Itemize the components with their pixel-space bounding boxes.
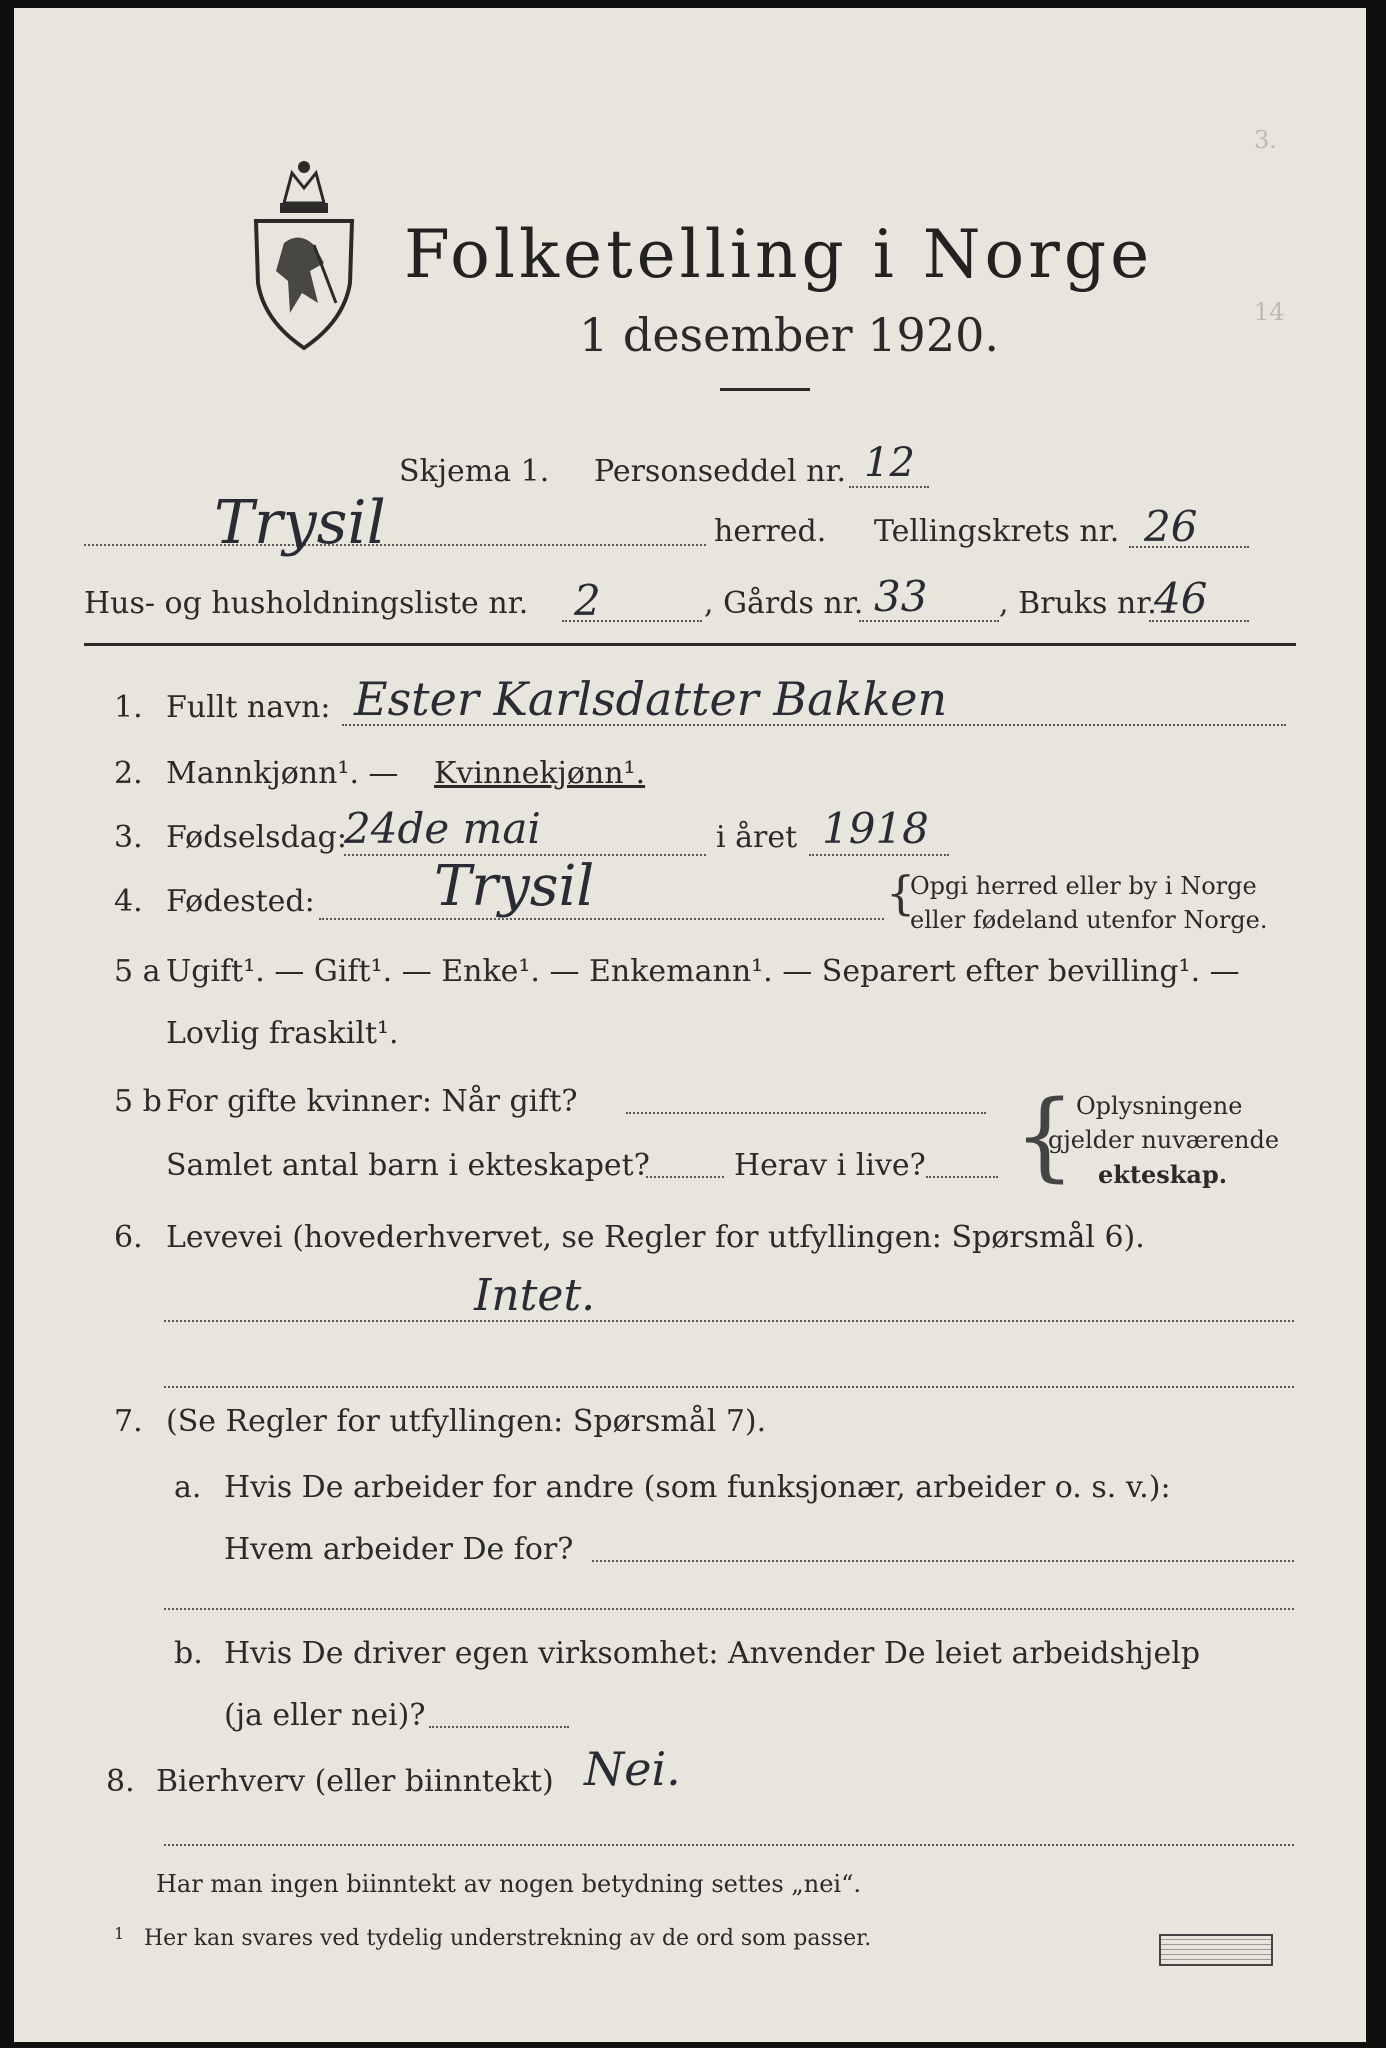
q4-label: Fødested: bbox=[166, 884, 315, 919]
q1-value: Ester Karlsdatter Bakken bbox=[354, 672, 948, 726]
tellingskrets-value: 26 bbox=[1144, 502, 1198, 551]
husliste-label: Hus- og husholdningsliste nr. bbox=[84, 586, 529, 621]
q1-number: 1. bbox=[114, 690, 143, 725]
husliste-value: 2 bbox=[574, 576, 601, 625]
q7a-extra-line bbox=[164, 1608, 1294, 1610]
q7a-line bbox=[592, 1560, 1294, 1562]
q2-male: Mannkjønn¹. — bbox=[166, 756, 399, 791]
herred-line bbox=[84, 544, 706, 546]
q5b-married-line bbox=[626, 1112, 986, 1114]
q5b-alive-line bbox=[926, 1176, 998, 1178]
q3-year-label: i året bbox=[716, 820, 798, 855]
herred-value: Trysil bbox=[214, 488, 386, 558]
q4-note-line2: eller fødeland utenfor Norge. bbox=[910, 906, 1268, 934]
q7a-line1: Hvis De arbeider for andre (som funksjonær, arbeider o. s. v.): bbox=[224, 1470, 1171, 1505]
footnote-mark: 1 bbox=[114, 1924, 125, 1943]
q5b-note-brace: { bbox=[1014, 1080, 1076, 1192]
q5b-number: 5 b bbox=[114, 1084, 162, 1119]
gards-value: 33 bbox=[874, 572, 928, 621]
q7a-number: a. bbox=[174, 1470, 202, 1505]
tellingskrets-label: Tellingskrets nr. bbox=[874, 514, 1120, 549]
form-title: Folketelling i Norge bbox=[404, 216, 1154, 293]
census-form-page: 3. 14 Folketelling i Norge 1 desember 1920. Skjema 1. Personseddel nr. 12 Trysil herred. Tellingskrets nr. 26 Hus- og husholdningsliste nr. 2 , Gårds nr. 33 , Bruks nr. 46 1. Fullt navn: Ester Karlsdatter Bakken 2. Mannkjønn¹. — Kvinnekjønn¹. 3. Fødselsdag: 24de mai i året 1918 4. Fødested: Trysil { Opgi herred eller by i Norge eller fødeland utenfor Norge. 5 a Ugift¹. — Gift¹. — Enke¹. — Enkemann¹. — Separert efter bevilling¹. — Lovlig fraskilt¹. 5 b For gifte kvinner: Når gift? Samlet antal barn i ekteskapet? Herav i live? { Oplysningene gjelder nuværende ekteskap. 6. Levevei (hovederhvervet, se Regler for utfyllingen: Spørsmål 6). Intet. 7. (Se Regler for utfyllingen: Spørsmål 7). a. Hvis De arbeider for andre (som funksjonær, arbeider o. s. v.): Hvem arbeider De for? b. Hvis De driver egen virksomhet: Anvender De leiet arbeidshjelp (ja eller nei)? 8. Bierhverv (eller biinntekt) Nei. Har man ingen biinntekt av nogen betydning settes „nei“. 1 Her kan svares ved tydelig understrekning av de ord som passer. bbox=[14, 8, 1366, 2042]
q7b-line bbox=[429, 1726, 569, 1728]
q6-number: 6. bbox=[114, 1220, 143, 1255]
q7b-line1: Hvis De driver egen virksomhet: Anvender De leiet arbeidshjelp bbox=[224, 1636, 1201, 1671]
q4-line bbox=[319, 918, 884, 920]
q2-number: 2. bbox=[114, 756, 143, 791]
gards-label: , Gårds nr. bbox=[704, 586, 864, 621]
q5b-note-line2: gjelder nuværende bbox=[1048, 1126, 1280, 1154]
q5a-line1: Ugift¹. — Gift¹. — Enke¹. — Enkemann¹. — Separert efter bevilling¹. — bbox=[166, 954, 1240, 989]
q6-line2 bbox=[164, 1386, 1294, 1388]
footnote: Her kan svares ved tydelig understrekning av de ord som passer. bbox=[144, 1926, 872, 1951]
section-divider bbox=[84, 643, 1296, 646]
q6-label: Levevei (hovederhvervet, se Regler for utfyllingen: Spørsmål 6). bbox=[166, 1220, 1145, 1255]
q8-line bbox=[164, 1844, 1294, 1846]
q5a-line2: Lovlig fraskilt¹. bbox=[166, 1016, 399, 1051]
bruks-value: 46 bbox=[1154, 574, 1208, 623]
q5b-line1: For gifte kvinner: Når gift? bbox=[166, 1084, 578, 1119]
q1-label: Fullt navn: bbox=[166, 690, 331, 725]
q5b-note-line3: ekteskap. bbox=[1098, 1160, 1228, 1189]
person-nr-value: 12 bbox=[864, 440, 915, 486]
q5b-alive-label: Herav i live? bbox=[734, 1148, 926, 1183]
schema-label: Skjema 1. bbox=[399, 454, 550, 489]
q3-value: 24de mai bbox=[344, 804, 541, 853]
bruks-label: , Bruks nr. bbox=[999, 586, 1157, 621]
q5b-note-line1: Oplysningene bbox=[1076, 1092, 1243, 1120]
census-date: 1 desember 1920. bbox=[579, 308, 999, 362]
q4-note-line1: Opgi herred eller by i Norge bbox=[910, 872, 1257, 900]
q7-label: (Se Regler for utfyllingen: Spørsmål 7). bbox=[166, 1404, 767, 1439]
q3-year-line bbox=[809, 854, 949, 856]
q7a-line2: Hvem arbeider De for? bbox=[224, 1532, 574, 1567]
q2-female: Kvinnekjønn¹. bbox=[434, 756, 646, 791]
herred-label: herred. bbox=[714, 514, 827, 549]
q4-note-brace: { bbox=[886, 866, 916, 920]
q8-label: Bierhverv (eller biinntekt) bbox=[156, 1764, 554, 1799]
norwegian-coat-of-arms-icon bbox=[244, 153, 364, 353]
q3-number: 3. bbox=[114, 820, 143, 855]
person-nr-line bbox=[849, 486, 929, 488]
q3-year-value: 1918 bbox=[822, 804, 929, 853]
q6-value: Intet. bbox=[474, 1270, 596, 1321]
q7b-line2: (ja eller nei)? bbox=[224, 1698, 426, 1733]
printer-stamp bbox=[1159, 1934, 1273, 1966]
q8-number: 8. bbox=[106, 1764, 135, 1799]
q3-label: Fødselsdag: bbox=[166, 820, 347, 855]
q8-value: Nei. bbox=[584, 1742, 681, 1796]
title-divider bbox=[720, 388, 810, 391]
q5a-number: 5 a bbox=[114, 954, 161, 989]
q7b-number: b. bbox=[174, 1636, 203, 1671]
q4-number: 4. bbox=[114, 884, 143, 919]
q5b-children-line bbox=[646, 1176, 724, 1178]
q4-value: Trysil bbox=[434, 854, 595, 919]
q7-number: 7. bbox=[114, 1404, 143, 1439]
q6-line1 bbox=[164, 1320, 1294, 1322]
income-note: Har man ingen biinntekt av nogen betydning settes „nei“. bbox=[156, 1870, 861, 1898]
person-label: Personseddel nr. bbox=[594, 454, 847, 489]
q5b-children-label: Samlet antal barn i ekteskapet? bbox=[166, 1148, 650, 1183]
